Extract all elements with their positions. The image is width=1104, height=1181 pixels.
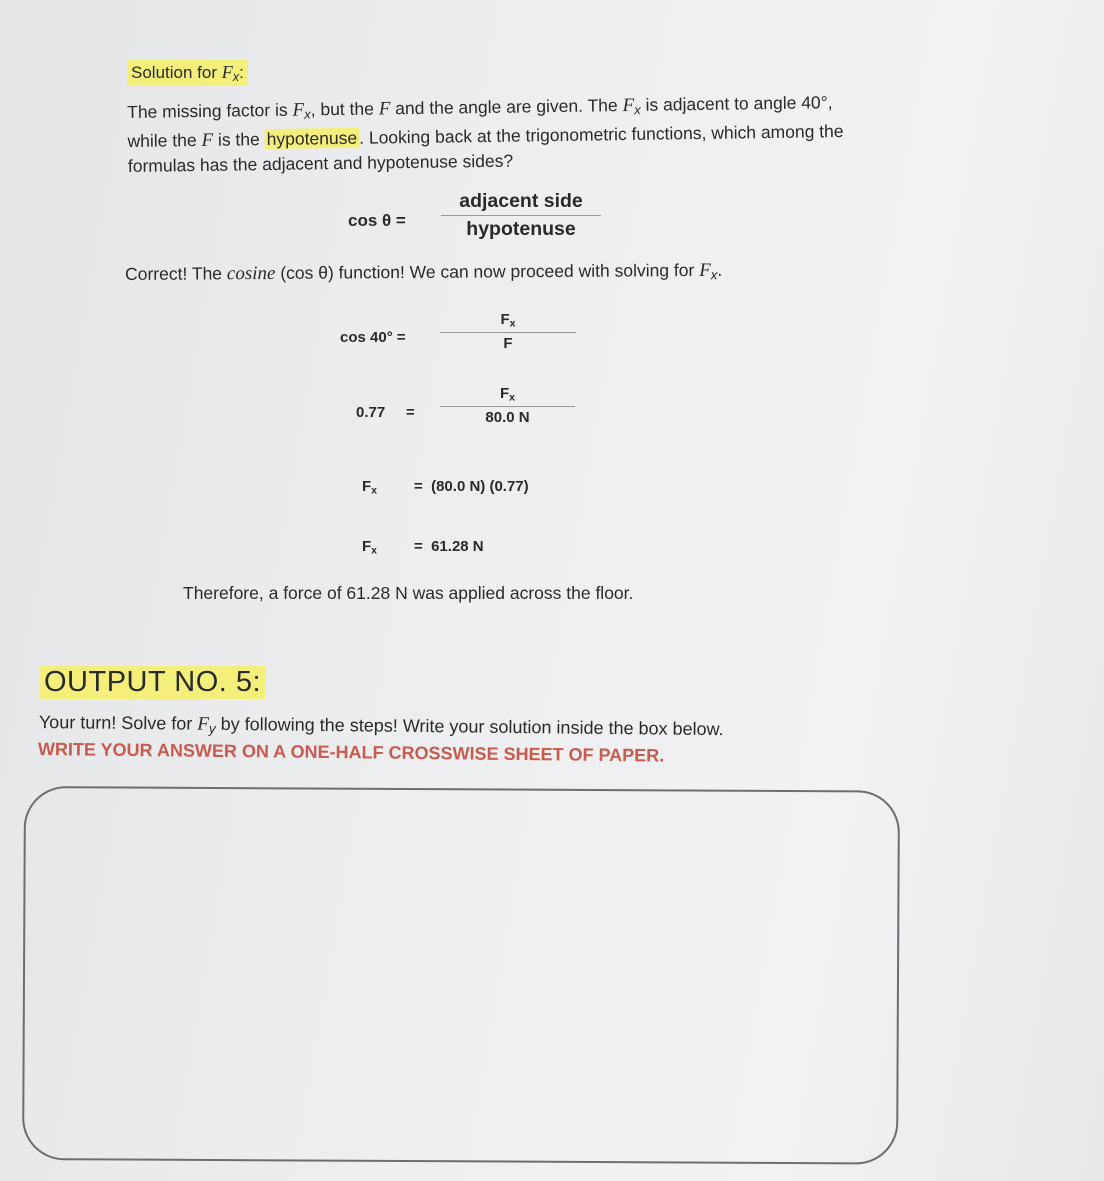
step4-var: F: [362, 538, 372, 555]
intro-sub-x-1: x: [304, 106, 311, 122]
step2-num-var: F: [499, 385, 510, 402]
step3-sub: x: [371, 484, 378, 497]
correct-var-sub: x: [710, 267, 718, 283]
your-turn-var: F: [197, 713, 210, 735]
intro-text-1: The missing factor is: [127, 99, 293, 122]
intro-var-fx-2: F: [622, 94, 635, 117]
your-turn-instruction: [39, 712, 724, 742]
correct-var: F: [699, 259, 711, 281]
solution-heading-colon: :: [239, 63, 244, 82]
fraction-bar: [440, 406, 575, 407]
your-turn-text-1: Your turn! Solve for: [38, 712, 198, 734]
step2-fraction: [440, 385, 575, 426]
solution-heading-text: Solution for: [131, 63, 222, 82]
cosine-formula-fraction: [441, 190, 601, 241]
solution-heading: [127, 60, 248, 86]
step2-numerator: [440, 385, 575, 404]
correct-text-2: (cos θ) function! We can now proceed with solving for: [275, 259, 700, 283]
write-answer-instruction: WRITE YOUR ANSWER ON A ONE-HALF CROSSWISE SHEET OF PAPER.: [37, 739, 665, 766]
step4-rhs: = 61.28 N: [414, 538, 484, 555]
fraction-bar: [441, 215, 601, 216]
step3-rhs: = (80.0 N) (0.77): [414, 478, 529, 495]
step1-lhs: cos 40° =: [340, 329, 406, 346]
step1-num-sub: x: [509, 317, 516, 330]
output-heading: OUTPUT NO. 5:: [40, 666, 265, 699]
your-turn-text-2: by following the steps! Write your solution inside the box below.: [215, 713, 724, 740]
step4-lhs: [362, 538, 377, 557]
step2-denominator: 80.0 N: [485, 408, 530, 426]
intro-text-3: and the angle are given. The: [390, 95, 623, 119]
step2-lhs: 0.77 =: [356, 404, 415, 421]
step1-numerator: [440, 311, 576, 330]
step1-fraction: [440, 311, 576, 352]
cosine-formula-denominator: hypotenuse: [466, 218, 576, 240]
intro-text-2: , but the: [310, 98, 379, 120]
intro-text-6: . Looking back at the trigonometric functions, which among the formulas has the adjacent and hypotenuse sides?: [127, 121, 844, 177]
correct-end: .: [717, 259, 723, 280]
intro-var-fx: F: [292, 99, 305, 121]
step1-num-var: F: [500, 311, 510, 328]
step3-var: F: [362, 478, 372, 495]
intro-text-5: is the: [212, 129, 265, 151]
correct-cosine: cosine: [226, 262, 276, 285]
step1-denominator: F: [503, 334, 513, 352]
step4-sub: x: [371, 544, 378, 557]
intro-var-f-2: F: [201, 130, 214, 152]
cosine-formula-lhs: cos θ =: [348, 211, 406, 230]
cosine-formula-numerator: adjacent side: [459, 190, 583, 212]
step2-num-sub: x: [509, 391, 515, 404]
intro-text-4: is adjacent to angle 40°, while the: [127, 92, 833, 152]
hypotenuse-highlight: hypotenuse: [266, 128, 358, 150]
intro-var-f-1: F: [378, 98, 391, 120]
solution-heading-var: F: [221, 62, 233, 82]
answer-box[interactable]: [22, 786, 900, 1165]
therefore-statement: Therefore, a force of 61.28 N was applied across the floor.: [183, 583, 634, 603]
intro-paragraph: [127, 90, 848, 178]
correct-text-1: Correct! The: [125, 263, 227, 284]
correct-statement: [125, 260, 722, 286]
fraction-bar: [440, 332, 576, 333]
your-turn-sub: y: [208, 721, 216, 737]
solution-heading-sub: x: [232, 69, 240, 85]
intro-sub-x-2: x: [634, 102, 641, 118]
step3-lhs: [362, 478, 377, 497]
